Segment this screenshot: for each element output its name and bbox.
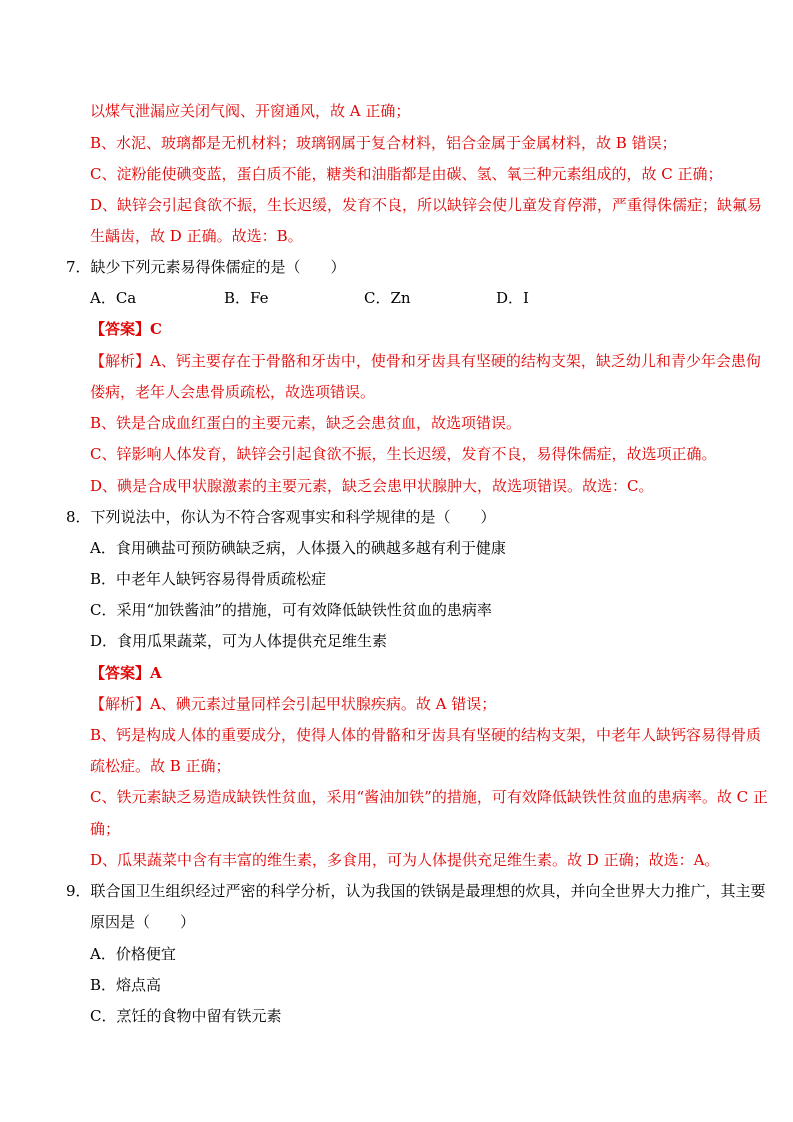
q8-answer: 【答案】A: [90, 664, 162, 682]
q9-option-c: C．烹饪的食物中留有铁元素: [90, 1007, 282, 1025]
q7-option-b: B．Fe: [224, 289, 269, 307]
q8-analysis-line-3: 疏松症。故 B 正确；: [90, 757, 231, 775]
q7-option-c: C．Zn: [364, 289, 411, 307]
q7-analysis-line-3: B、铁是合成血红蛋白的主要元素，缺乏会患贫血，故选项错误。: [90, 414, 522, 432]
prev-analysis-line-1: 以煤气泄漏应关闭气阀、开窗通风，故 A 正确；: [90, 102, 411, 120]
q7-analysis-line-5: D、碘是合成甲状腺激素的主要元素，缺乏会患甲状腺肿大，故选项错误。故选：C。: [90, 477, 654, 495]
q8-analysis-line-1: 【解析】A、碘元素过量同样会引起甲状腺疾病。故 A 错误；: [90, 695, 497, 713]
prev-analysis-line-3: C、淀粉能使碘变蓝，蛋白质不能，糖类和油脂都是由碳、氢、氧三种元素组成的，故 C 正确；: [90, 165, 723, 183]
prev-analysis-line-5: 生龋齿，故 D 正确。故选：B。: [90, 227, 303, 245]
q8-stem: 8．下列说法中，你认为不符合客观事实和科学规律的是（ ）: [66, 508, 496, 526]
q8-option-d: D．食用瓜果蔬菜，可为人体提供充足维生素: [90, 632, 388, 650]
q7-option-a: A．Ca: [90, 289, 137, 307]
q8-option-a: A．食用碘盐可预防碘缺乏病，人体摄入的碘越多越有利于健康: [90, 539, 506, 557]
q9-stem-line-2: 原因是（ ）: [90, 913, 196, 931]
q9-option-a: A．价格便宜: [90, 945, 176, 963]
q7-analysis-line-4: C、锌影响人体发育，缺锌会引起食欲不振，生长迟缓，发育不良，易得侏儒症，故选项正确。: [90, 445, 717, 463]
q9-stem-line-1: 9．联合国卫生组织经过严密的科学分析，认为我国的铁锅是最理想的炊具，并向全世界大力推广，其主要: [66, 882, 766, 900]
q8-analysis-line-4: C、铁元素缺乏易造成缺铁性贫血，采用“酱油加铁”的措施，可有效降低缺铁性贫血的患病率。故 C 正: [90, 788, 768, 806]
q7-option-d: D．I: [496, 289, 529, 307]
q7-stem: 7．缺少下列元素易得侏儒症的是（ ）: [66, 258, 346, 276]
q8-analysis-line-6: D、瓜果蔬菜中含有丰富的维生素，多食用，可为人体提供充足维生素。故 D 正确；故选：A。: [90, 851, 720, 869]
q8-option-c: C．采用“加铁酱油”的措施，可有效降低缺铁性贫血的患病率: [90, 601, 492, 619]
q7-analysis-line-1: 【解析】A、钙主要存在于骨骼和牙齿中，使骨和牙齿具有坚硬的结构支架，缺乏幼儿和青少年会患佝: [90, 352, 761, 370]
q7-answer: 【答案】C: [90, 320, 162, 338]
prev-analysis-line-2: B、水泥、玻璃都是无机材料；玻璃钢属于复合材料，铝合金属于金属材料，故 B 错误；: [90, 134, 677, 152]
q9-option-b: B．熔点高: [90, 976, 162, 994]
q8-analysis-line-2: B、钙是构成人体的重要成分，使得人体的骨骼和牙齿具有坚硬的结构支架，中老年人缺钙容易得骨质: [90, 726, 762, 744]
prev-analysis-line-4: D、缺锌会引起食欲不振，生长迟缓，发育不良，所以缺锌会使儿童发育停滞，严重得侏儒症；缺氟易: [90, 196, 763, 214]
q7-analysis-line-2: 偻病，老年人会患骨质疏松，故选项错误。: [90, 383, 376, 401]
q8-option-b: B．中老年人缺钙容易得骨质疏松症: [90, 570, 327, 588]
q8-analysis-line-5: 确；: [90, 820, 121, 838]
